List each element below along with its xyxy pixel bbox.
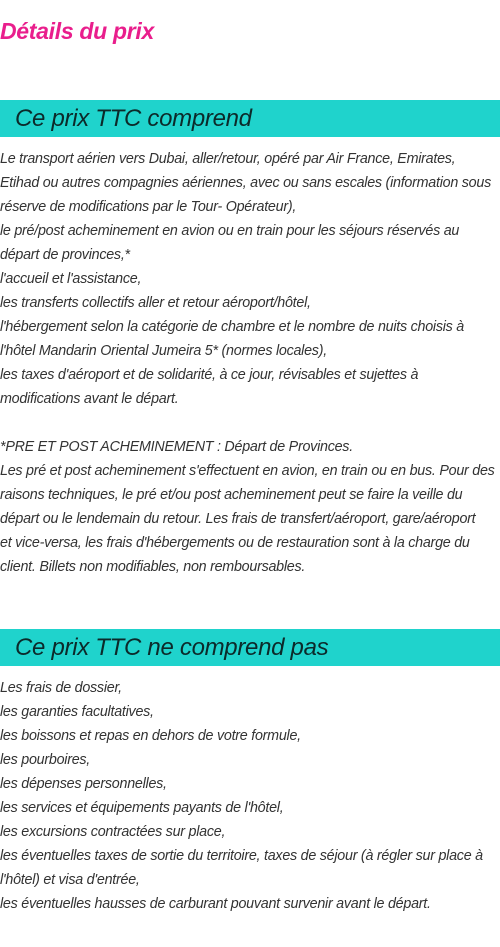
page-title: Détails du prix xyxy=(0,18,154,44)
includes-line: le pré/post acheminement en avion ou en train pour les séjours réservés au xyxy=(0,223,460,239)
transfer-note-line: départ ou le lendemain du retour. Les frais de transfert/aéroport, gare/aéroport xyxy=(0,511,476,527)
includes-line: les taxes d'aéroport et de solidarité, à ce jour, révisables et sujettes à xyxy=(0,367,419,383)
includes-line: départ de provinces,* xyxy=(0,247,130,263)
includes-line: l'hôtel Mandarin Oriental Jumeira 5* (normes locales), xyxy=(0,343,327,359)
transfer-note-line: et vice-versa, les frais d'hébergements ou de restauration sont à la charge du xyxy=(0,535,470,551)
includes-line: les transferts collectifs aller et retour aéroport/hôtel, xyxy=(0,295,311,311)
excludes-line: les éventuelles taxes de sortie du territoire, taxes de séjour (à régler sur place à xyxy=(0,848,483,864)
transfer-note-line: Les pré et post acheminement s'effectuent en avion, en train ou en bus. Pour des xyxy=(0,463,495,479)
includes-line: Le transport aérien vers Dubai, aller/retour, opéré par Air France, Emirates, xyxy=(0,151,456,167)
excludes-line: les pourboires, xyxy=(0,752,91,768)
includes-line: réserve de modifications par le Tour- Opérateur), xyxy=(0,199,297,215)
includes-line: l'accueil et l'assistance, xyxy=(0,271,142,287)
paragraph-spacer xyxy=(0,411,500,435)
excludes-line: les excursions contractées sur place, xyxy=(0,824,226,840)
transfer-note-line: raisons techniques, le pré et/ou post acheminement peut se faire la veille du xyxy=(0,487,463,503)
excludes-line: les dépenses personnelles, xyxy=(0,776,167,792)
includes-line: l'hébergement selon la catégorie de chambre et le nombre de nuits choisis à xyxy=(0,319,465,335)
transfer-note-line: *PRE ET POST ACHEMINEMENT : Départ de Provinces. xyxy=(0,439,353,455)
includes-line: modifications avant le départ. xyxy=(0,391,179,407)
excludes-section-body xyxy=(0,676,500,916)
excludes-line: les éventuelles hausses de carburant pouvant survenir avant le départ. xyxy=(0,896,431,912)
excludes-line: les services et équipements payants de l'hôtel, xyxy=(0,800,284,816)
includes-section-body xyxy=(0,147,500,579)
transfer-note-line: client. Billets non modifiables, non remboursables. xyxy=(0,559,306,575)
excludes-line: l'hôtel) et visa d'entrée, xyxy=(0,872,140,888)
includes-line: Etihad ou autres compagnies aériennes, avec ou sans escales (information sous xyxy=(0,175,491,191)
excludes-line: les garanties facultatives, xyxy=(0,704,154,720)
excludes-section-header: Ce prix TTC ne comprend pas xyxy=(0,629,500,666)
includes-section-header: Ce prix TTC comprend xyxy=(0,100,500,137)
excludes-line: Les frais de dossier, xyxy=(0,680,122,696)
excludes-line: les boissons et repas en dehors de votre formule, xyxy=(0,728,301,744)
